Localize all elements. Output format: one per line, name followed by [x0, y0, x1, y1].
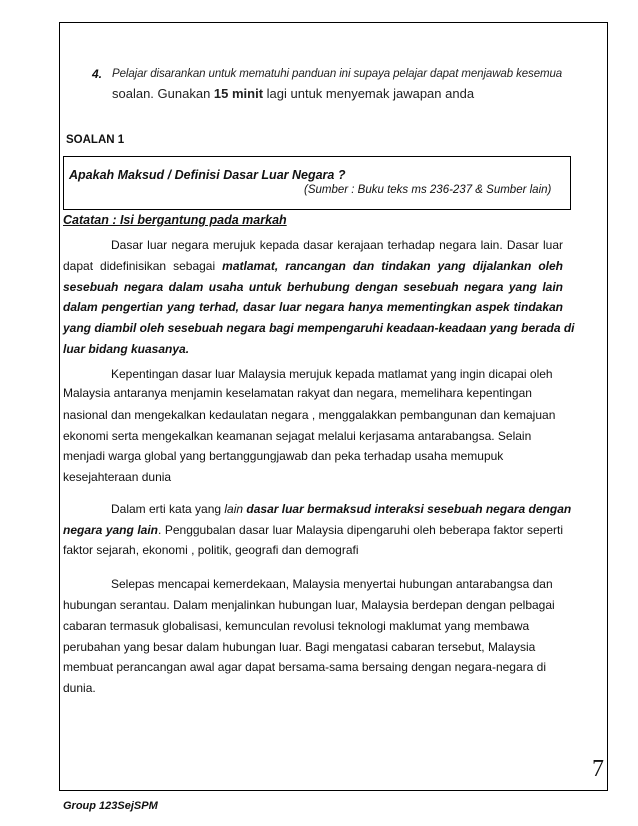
note-heading: Catatan : Isi bergantung pada markah [63, 213, 287, 227]
p2-line-1: Kepentingan dasar luar Malaysia merujuk kepada matlamat yang ingin dicapai oleh [111, 367, 553, 381]
p1-line-6: luar bidang kuasanya. [63, 342, 190, 356]
p3-line-1: Dalam erti kata yang lain dasar luar bermaksud interaksi sesebuah negara dengan [111, 502, 572, 516]
p1-line-5: yang diambil oleh sesebuah negara bagi mempengaruhi keadaan-keadaan yang berada di [63, 321, 575, 335]
p1-line-3: sesebuah negara dalam usaha untuk berhubung dengan sesebuah negara yang lain [63, 280, 563, 294]
p2-line-2: Malaysia antaranya menjamin keselamatan rakyat dan negara, memelihara kepentingan [63, 386, 532, 400]
p4-line-5: membuat perancangan awal agar dapat bersama-sama bersaing dengan negara-negara di [63, 660, 546, 674]
p4-line-6: dunia. [63, 681, 96, 695]
question-source: (Sumber : Buku teks ms 236-237 & Sumber lain) [304, 184, 552, 196]
p3-line-2: negara yang lain. Penggubalan dasar luar Malaysia dipengaruhi oleh beberapa faktor seperti [63, 523, 563, 537]
p1-line-2: dapat didefinisikan sebagai matlamat, rancangan dan tindakan yang dijalankan oleh [63, 259, 564, 273]
p4-line-2: hubungan serantau. Dalam menjalinkan hubungan luar, Malaysia berdepan dengan pelbagai [63, 598, 555, 612]
page-number: 7 [592, 756, 604, 782]
p1-line-4: dalam pengertian yang terhad, dasar luar negara hanya mementingkan aspek tindakan [63, 300, 563, 314]
p4-line-4: perubahan yang besar dalam hubungan luar. Bagi mengatasi cabaran tersebut, Malaysia [63, 640, 536, 654]
question-box [63, 156, 571, 210]
p2-line-4: ekonomi serta mengekalkan keamanan sejagat melalui kerjasama antarabangsa. Selain [63, 429, 532, 443]
p1-line-1: Dasar luar negara merujuk kepada dasar kerajaan terhadap negara lain. Dasar luar [111, 238, 563, 252]
section-label: SOALAN 1 [66, 134, 125, 146]
footer-text: Group 123SejSPM [63, 800, 158, 812]
p2-line-6: kesejahteraan dunia [63, 470, 172, 484]
page-border [59, 22, 608, 791]
instruction-number: 4. [92, 67, 103, 81]
p3-line-3: faktor sejarah, ekonomi , politik, geografi dan demografi [63, 543, 359, 557]
p2-line-3: nasional dan mengekalkan kedaulatan negara , menggalakkan pembangunan dan kemajuan [63, 408, 556, 422]
p4-line-1: Selepas mencapai kemerdekaan, Malaysia menyertai hubungan antarabangsa dan [111, 577, 553, 591]
question-title: Apakah Maksud / Definisi Dasar Luar Negara ? [69, 168, 346, 182]
instruction-line-2: soalan. Gunakan 15 minit lagi untuk menyemak jawapan anda [112, 86, 475, 101]
instruction-line-1: Pelajar disarankan untuk mematuhi panduan ini supaya pelajar dapat menjawab kesemua [112, 68, 563, 80]
p2-line-5: menjadi warga global yang bertanggungjawab dan peka terhadap usaha memupuk [63, 449, 504, 463]
p4-line-3: cabaran termasuk globalisasi, kemunculan revolusi teknologi maklumat yang membawa [63, 619, 530, 633]
